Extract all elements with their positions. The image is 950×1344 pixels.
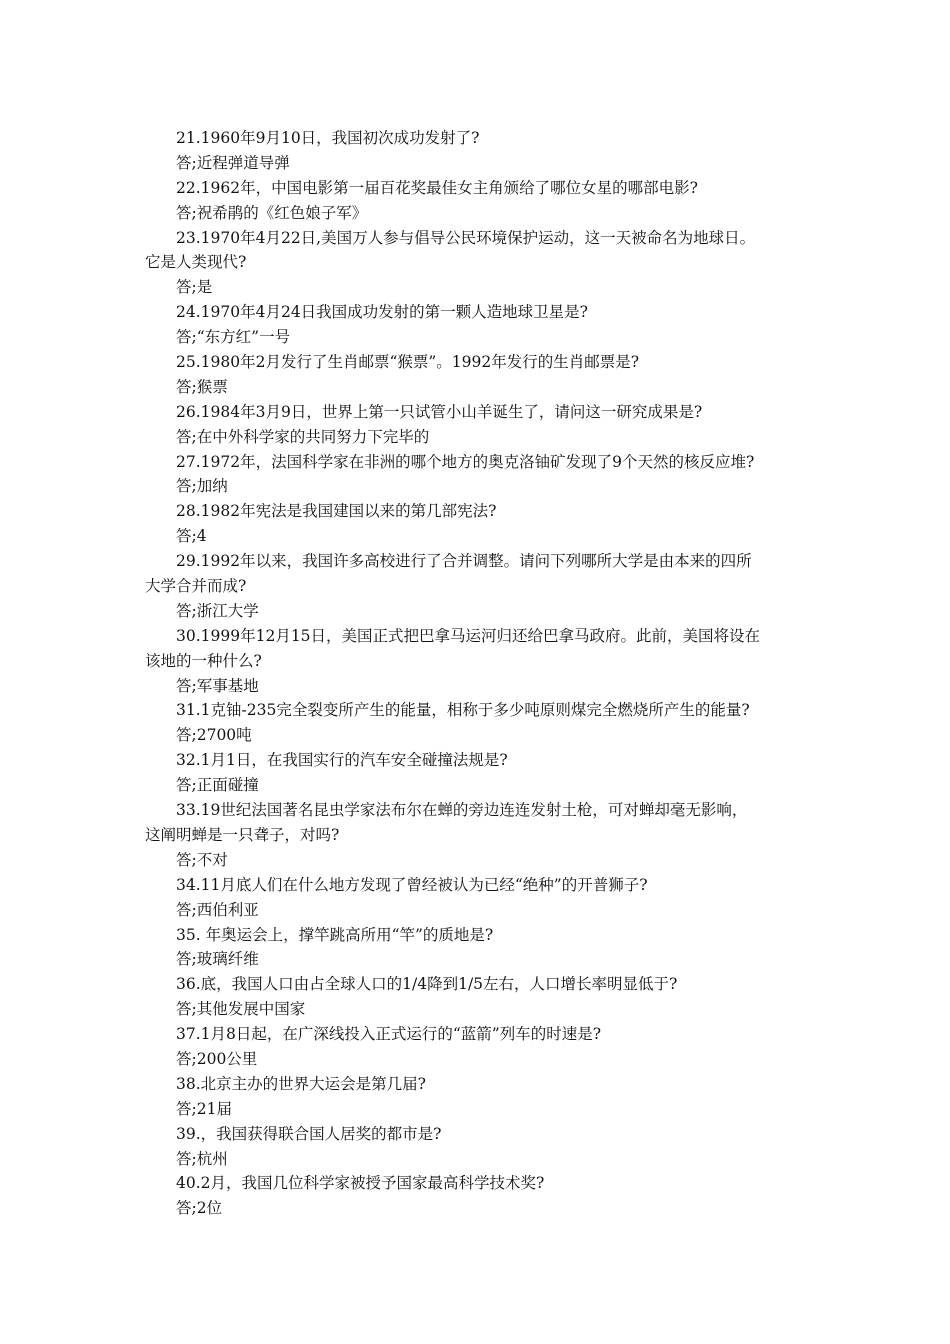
answer-line: 答;是 xyxy=(176,278,213,297)
question-line: 该地的一种什么? xyxy=(145,651,262,670)
question-line: 它是人类现代? xyxy=(145,253,247,272)
answer-line: 答;杭州 xyxy=(176,1149,228,1168)
answer-line: 答;“东方红”一号 xyxy=(176,328,291,347)
answer-line: 答;2位 xyxy=(176,1199,223,1218)
answer-line: 答;近程弹道导弹 xyxy=(176,153,290,172)
question-line: 37.1月8日起，在广深线投入正式运行的“蓝箭”列车的时速是? xyxy=(176,1025,602,1044)
answer-line: 答;正面碰撞 xyxy=(176,776,259,795)
question-line: 30.1999年12月15日，美国正式把巴拿马运河归还给巴拿马政府。此前，美国将设在 xyxy=(176,626,761,645)
question-line: 27.1972年，法国科学家在非洲的哪个地方的奥克洛铀矿发现了9个天然的核反应堆? xyxy=(176,452,755,471)
question-line: 34.11月底人们在什么地方发现了曾经被认为已经“绝种”的开普狮子? xyxy=(176,875,648,894)
question-line: 31.1克铀-235完全裂变所产生的能量，相称于多少吨原则煤完全燃烧所产生的能量? xyxy=(176,701,750,720)
question-line: 38.北京主办的世界大运会是第几届? xyxy=(176,1074,426,1093)
question-line: 36.底，我国人口由占全球人口的1/4降到1/5左右，人口增长率明显低于? xyxy=(176,975,678,994)
answer-line: 答;西伯利亚 xyxy=(176,900,259,919)
answer-line: 答;不对 xyxy=(176,850,228,869)
answer-line: 答;军事基地 xyxy=(176,676,259,695)
answer-line: 答;加纳 xyxy=(176,477,228,496)
question-line: 32.1月1日，在我国实行的汽车安全碰撞法规是? xyxy=(176,751,508,770)
question-line: 26.1984年3月9日，世界上第一只试管小山羊诞生了，请问这一研究成果是? xyxy=(176,402,703,421)
answer-line: 答;祝希鹃的《红色娘子军》 xyxy=(176,203,368,222)
question-line: 40.2月，我国几位科学家被授予国家最高科学技术奖? xyxy=(176,1174,545,1193)
question-line: 21.1960年9月10日，我国初次成功发射了? xyxy=(176,129,480,147)
question-line: 25.1980年2月发行了生肖邮票“猴票”。1992年发行的生肖邮票是? xyxy=(176,353,640,372)
document-body xyxy=(145,126,810,1221)
question-line: 29.1992年以来，我国许多高校进行了合并调整。请问下列哪所大学是由本来的四所 xyxy=(176,552,752,571)
question-line: 33.19世纪法国著名昆虫学家法布尔在蝉的旁边连连发射土枪，可对蝉却毫无影响， xyxy=(176,801,748,820)
answer-line: 答;其他发展中国家 xyxy=(176,1000,306,1019)
question-line: 39.，我国获得联合国人居奖的都市是? xyxy=(176,1124,442,1143)
answer-line: 答;浙江大学 xyxy=(176,601,259,620)
answer-line: 答;4 xyxy=(176,527,207,546)
question-line: 23.1970年4月22日,美国万人参与倡导公民环境保护运动，这一天被命名为地球日。 xyxy=(176,228,756,247)
answer-line: 答;猴票 xyxy=(176,377,228,396)
question-line: 28.1982年宪法是我国建国以来的第几部宪法? xyxy=(176,502,497,521)
answer-line: 答;21届 xyxy=(176,1099,232,1118)
answer-line: 答;2700吨 xyxy=(176,726,252,745)
question-line: 这阐明蝉是一只聋子，对吗? xyxy=(145,825,340,844)
question-line: 35. 年奥运会上，撑竿跳高所用“竿”的质地是? xyxy=(176,925,494,944)
answer-line: 答;玻璃纤维 xyxy=(176,950,259,969)
answer-line: 答;200公里 xyxy=(176,1049,258,1068)
answer-line: 答;在中外科学家的共同努力下完毕的 xyxy=(176,427,430,446)
question-line: 22.1962年，中国电影第一届百花奖最佳女主角颁给了哪位女星的哪部电影? xyxy=(176,178,698,197)
question-line: 大学合并而成? xyxy=(145,577,247,596)
question-line: 24.1970年4月24日我国成功发射的第一颗人造地球卫星是? xyxy=(176,303,588,322)
